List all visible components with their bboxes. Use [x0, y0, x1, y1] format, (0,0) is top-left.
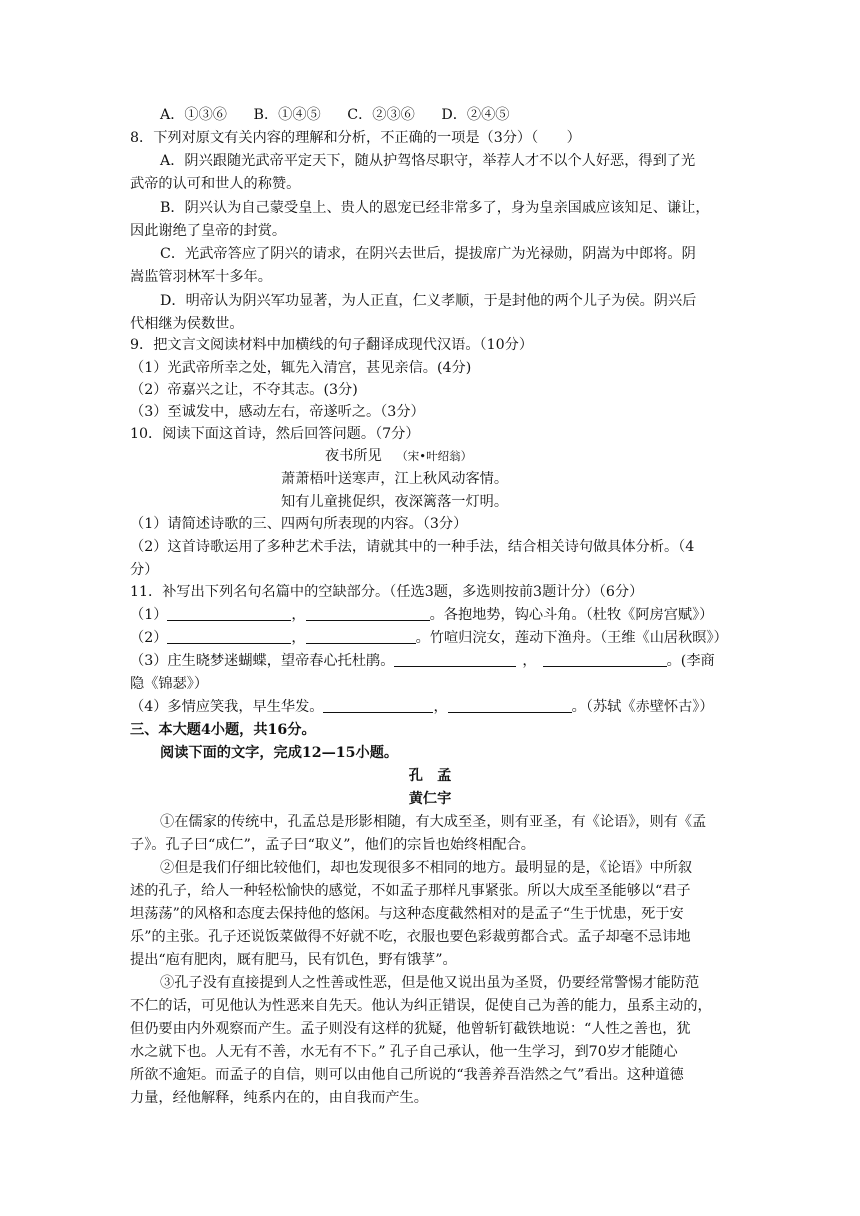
paragraph-1-line1: ①在儒家的传统中，孔孟总是形影相随，有大成至圣，则有亚圣，有《论语》，则有《孟	[160, 814, 707, 830]
paragraph-1-line2: 子》。孔子曰“成仁”，孟子曰“取义”，他们的宗旨也始终相配合。	[130, 837, 535, 853]
q11-item-2-number: （2）	[130, 630, 168, 646]
q11-item-3-tail: 。(李商	[666, 653, 715, 669]
q8-option-d-line1: D．明帝认为阴兴军功显著，为人正直，仁义孝顺，于是封他的两个儿子为侯。阴兴后	[160, 293, 697, 309]
q9-sub2: （2）帝嘉兴之让，不夺其志。(3分)	[130, 382, 358, 398]
q8-option-a-line1: A．阴兴跟随光武帝平定天下，随从护驾恪尽职守，举荐人才不以个人好恶，得到了光	[160, 153, 696, 169]
comma: ，	[291, 607, 306, 623]
q10-sub1: （1）请简述诗歌的三、四两句所表现的内容。（3分）	[130, 516, 468, 532]
section-3-heading: 三、本大题4小题，共16分。	[130, 722, 316, 738]
comma: ，	[433, 699, 448, 715]
q11-stem: 11．补写出下列名句名篇中的空缺部分。（任选3题，多选则按前3题计分）（6分）	[130, 584, 644, 600]
q9-stem: 9．把文言文阅读材料中加横线的句子翻译成现代汉语。（10分）	[130, 337, 534, 353]
q8-option-b-line1: B．阴兴认为自己蒙受皇上、贵人的恩宠已经非常多了，身为皇亲国戚应该知足、谦让，	[160, 200, 710, 216]
q7-option-d: D．②④⑤	[441, 107, 510, 123]
paragraph-2-line3: 坦荡荡”的风格和态度去保持他的悠闲。与这种态度截然相对的是孟子“生于忧患，死于安	[130, 906, 684, 922]
q8-stem: 8．下列对原文有关内容的理解和分析，不正确的一项是（3分）（ ）	[130, 130, 581, 146]
fill-blank[interactable]	[448, 698, 572, 713]
paragraph-2-line1: ②但是我们仔细比较他们，却也发现很多不相同的地方。最明显的是，《论语》中所叙	[160, 860, 693, 876]
fill-blank[interactable]	[167, 606, 291, 621]
q11-item-1-number: （1）	[130, 607, 168, 623]
q11-item-3-head: （3）庄生晓梦迷蝴蝶，望帝春心托杜鹃。	[130, 653, 395, 669]
paragraph-2-line5: 提出“庖有肥肉，厩有肥马，民有饥色，野有饿莩”。	[130, 952, 457, 968]
paragraph-3-line6: 力量，经他解释，纯系内在的，由自我而产生。	[130, 1090, 428, 1106]
q10-sub2-line1: （2）这首诗歌运用了多种艺术手法，请就其中的一种手法，结合相关诗句做具体分析。（4	[130, 539, 695, 555]
fill-blank[interactable]	[167, 629, 291, 644]
q11-item-2-tail: 。竹喧归浣女，莲动下渔舟。（王维《山居秋暝》）	[415, 630, 728, 646]
poem-line-2: 知有儿童挑促织，夜深篱落一灯明。	[281, 494, 509, 510]
q10-stem: 10．阅读下面这首诗，然后回答问题。（7分）	[130, 426, 420, 442]
passage-title: 孔 孟	[408, 768, 452, 784]
fill-blank[interactable]	[543, 652, 667, 667]
fill-blank[interactable]	[323, 698, 433, 713]
q8-option-c-line2: 嵩监管羽林军十多年。	[130, 269, 272, 285]
q11-item-1	[130, 605, 713, 627]
q9-sub3: （3）至诚发中，感动左右，帝遂听之。（3分）	[130, 404, 425, 420]
paragraph-3-line4: 水之就下也。人无有不善，水无有不下。” 孔子自己承认，他一生学习，到70岁才能随心	[130, 1044, 678, 1060]
poem-author: （宋•叶绍翁）	[396, 449, 473, 463]
q7-option-b: B．①④⑤	[253, 107, 321, 123]
q8-option-b-line2: 因此谢绝了皇帝的封赏。	[130, 223, 287, 239]
q11-item-3-line2: 隐《锦瑟》）	[130, 676, 209, 692]
poem-line-1: 萧萧梧叶送寒声，江上秋风动客情。	[281, 471, 509, 487]
fill-blank[interactable]	[306, 629, 416, 644]
passage-author: 黄仁宇	[408, 791, 452, 807]
q11-item-3	[130, 651, 715, 673]
paragraph-3-line2: 不仁的话，可见他认为性恶来自先天。他认为纠正错误，促使自己为善的能力，虽系主动的，	[130, 998, 712, 1014]
paragraph-3-line1: ③孔子没有直接提到人之性善或性恶，但是他又说出虽为圣贤，仍要经常警惕才能防范	[160, 975, 700, 991]
q7-option-a: A．①③⑥	[160, 107, 227, 123]
q11-item-4-head: （4）多情应笑我，早生华发。	[130, 699, 324, 715]
poem-title: 夜书所见	[325, 448, 382, 464]
q8-option-d-line2: 代相继为侯数世。	[130, 316, 244, 332]
paragraph-2-line2: 述的孔子，给人一种轻松愉快的感觉，不如孟子那样凡事紧张。所以大成至圣能够以“君子	[130, 883, 691, 899]
q9-sub1: （1）光武帝所幸之处，辄先入清宫，甚见亲信。(4分)	[130, 360, 472, 376]
comma: ，	[522, 653, 537, 669]
paragraph-2-line4: 乐”的主张。孔子还说饭菜做得不好就不吃，衣服也要色彩裁剪都合式。孟子却毫不忌讳地	[130, 929, 691, 945]
section-3-instruction: 阅读下面的文字，完成12—15小题。	[160, 745, 399, 761]
q11-item-2	[130, 628, 728, 650]
paragraph-3-line3: 但仍要由内外观察而产生。孟子则没有这样的犹疑，他曾斩钉截铁地说：“人性之善也，犹	[130, 1021, 691, 1037]
q10-sub2-line2: 分）	[130, 562, 159, 578]
q11-item-4	[130, 697, 714, 719]
q11-item-4-tail: 。（苏轼《赤壁怀古》）	[571, 699, 714, 715]
fill-blank[interactable]	[306, 606, 430, 621]
q8-option-a-line2: 武帝的认可和世人的称赞。	[130, 176, 301, 192]
q7-options-row	[160, 105, 509, 127]
comma: ，	[291, 630, 306, 646]
poem-heading	[325, 446, 472, 466]
q8-option-c-line1: C．光武帝答应了阴兴的请求，在阴兴去世后，提拔席广为光禄勋，阴嵩为中郎将。阴	[160, 246, 696, 262]
q11-item-1-tail: 。各抱地势，钩心斗角。（杜牧《阿房宫赋》）	[429, 607, 714, 623]
q7-option-c: C．②③⑥	[347, 107, 415, 123]
paragraph-3-line5: 所欲不逾矩。而孟子的自信，则可以由他自己所说的“我善养吾浩然之气”看出。这种道德	[130, 1067, 684, 1083]
fill-blank[interactable]	[394, 652, 516, 667]
